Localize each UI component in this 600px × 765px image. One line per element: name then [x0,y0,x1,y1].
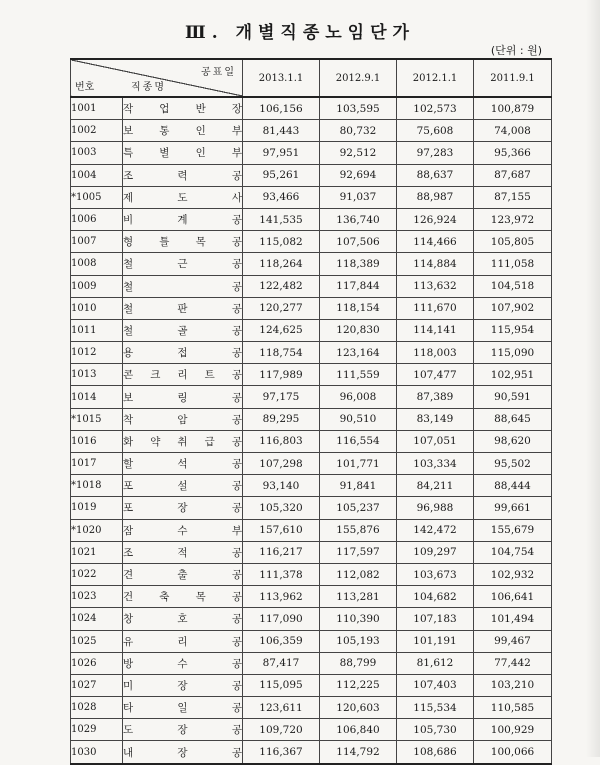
table-row [71,652,552,674]
job-code-cell: 1013 [71,364,123,386]
job-name-cell [123,608,243,630]
header-announce-date-label: 공표일 [201,67,236,78]
job-code-cell: *1005 [71,186,123,208]
job-code-cell: 1030 [71,741,123,764]
wage-value-cell: 104,754 [474,541,552,563]
header-date-3: 2012.1.1 [397,59,474,97]
page-title: Ⅲ. 개별직종노임단가 [185,23,415,43]
wage-value-cell: 107,506 [320,231,397,253]
wage-value-cell: 142,472 [397,519,474,541]
wage-value-cell: 77,442 [474,652,552,674]
job-name: 건 축 목 공 [123,591,242,604]
job-name-cell [123,630,243,652]
job-name: 방 수 공 [123,657,242,670]
job-name-cell [123,563,243,585]
wage-value-cell: 111,058 [474,253,552,275]
wage-value-cell: 117,090 [243,608,320,630]
wage-value-cell: 101,191 [397,630,474,652]
table-row [71,497,552,519]
job-name-cell [123,231,243,253]
job-name-cell [123,297,243,319]
job-name: 도 장 공 [123,724,242,737]
wage-value-cell: 110,585 [474,697,552,719]
wage-value-cell: 106,156 [243,97,320,120]
wage-value-cell: 120,830 [320,319,397,341]
job-name: 유 리 공 [123,635,242,648]
wage-value-cell: 89,295 [243,408,320,430]
table-row [71,319,552,341]
wage-value-cell: 111,559 [320,364,397,386]
job-name: 철 공 [123,280,242,293]
table-row [71,364,552,386]
wage-value-cell: 91,037 [320,186,397,208]
job-name-cell [123,475,243,497]
wage-value-cell: 155,679 [474,519,552,541]
table-row [71,475,552,497]
wage-value-cell: 107,051 [397,430,474,452]
wage-value-cell: 123,611 [243,697,320,719]
job-name: 착 암 공 [123,413,242,426]
wage-value-cell: 103,673 [397,563,474,585]
wage-value-cell: 90,591 [474,386,552,408]
job-name: 작 업 반 장 [123,103,242,116]
job-name-cell [123,430,243,452]
job-code-cell: 1012 [71,342,123,364]
wage-value-cell: 117,844 [320,275,397,297]
table-row [71,97,552,120]
job-name: 철 판 공 [123,302,242,315]
table-row [71,120,552,142]
wage-value-cell: 88,987 [397,186,474,208]
wage-value-cell: 103,210 [474,674,552,696]
wage-value-cell: 116,554 [320,430,397,452]
job-code-cell: 1003 [71,142,123,164]
job-name-cell [123,652,243,674]
wage-value-cell: 97,951 [243,142,320,164]
table-row [71,297,552,319]
wage-value-cell: 74,008 [474,120,552,142]
wage-value-cell: 88,799 [320,652,397,674]
job-name: 보 링 공 [123,391,242,404]
wage-value-cell: 92,512 [320,142,397,164]
wage-value-cell: 123,972 [474,208,552,230]
job-name: 창 호 공 [123,613,242,626]
wage-value-cell: 107,298 [243,453,320,475]
job-name-cell [123,364,243,386]
job-code-cell: 1028 [71,697,123,719]
job-name-cell [123,142,243,164]
wage-value-cell: 115,090 [474,342,552,364]
wage-value-cell: 81,612 [397,652,474,674]
wage-value-cell: 115,954 [474,319,552,341]
job-code-cell: 1027 [71,674,123,696]
job-name: 타 일 공 [123,702,242,715]
wage-value-cell: 104,518 [474,275,552,297]
wage-value-cell: 100,066 [474,741,552,764]
wage-value-cell: 123,164 [320,342,397,364]
job-name: 포 장 공 [123,502,242,515]
wage-value-cell: 88,645 [474,408,552,430]
table-row [71,453,552,475]
wage-value-cell: 93,140 [243,475,320,497]
job-name-cell [123,408,243,430]
unit-note: (단위 : 원) [490,44,542,57]
wage-value-cell: 96,008 [320,386,397,408]
wage-value-cell: 113,281 [320,586,397,608]
job-code-cell: 1010 [71,297,123,319]
job-name: 보 통 인 부 [123,125,242,138]
job-name-cell [123,519,243,541]
job-name: 제 도 사 [123,191,242,204]
job-code-cell: 1014 [71,386,123,408]
table-row [71,430,552,452]
wage-value-cell: 108,686 [397,741,474,764]
wage-value-cell: 107,902 [474,297,552,319]
wage-value-cell: 114,792 [320,741,397,764]
job-name-cell [123,186,243,208]
job-name-cell [123,541,243,563]
wage-value-cell: 101,771 [320,453,397,475]
wage-value-cell: 109,720 [243,719,320,741]
job-name-cell [123,120,243,142]
table-row [71,386,552,408]
wage-value-cell: 88,444 [474,475,552,497]
wage-value-cell: 111,378 [243,563,320,585]
wage-table [70,58,552,765]
job-name: 견 출 공 [123,569,242,582]
job-name: 조 력 공 [123,169,242,182]
wage-value-cell: 114,884 [397,253,474,275]
wage-value-cell: 157,610 [243,519,320,541]
job-name-cell [123,453,243,475]
header-code-label: 번호 [75,82,95,93]
wage-value-cell: 111,670 [397,297,474,319]
wage-value-cell: 126,924 [397,208,474,230]
wage-value-cell: 115,534 [397,697,474,719]
table-row [71,186,552,208]
wage-value-cell: 91,841 [320,475,397,497]
wage-value-cell: 116,803 [243,430,320,452]
job-name: 철 근 공 [123,258,242,271]
wage-value-cell: 103,334 [397,453,474,475]
job-name: 내 장 공 [123,746,242,759]
job-name-cell [123,319,243,341]
wage-value-cell: 112,082 [320,563,397,585]
wage-value-cell: 155,876 [320,519,397,541]
wage-value-cell: 96,988 [397,497,474,519]
job-code-cell: *1020 [71,519,123,541]
wage-value-cell: 110,390 [320,608,397,630]
wage-value-cell: 103,595 [320,97,397,120]
wage-value-cell: 101,494 [474,608,552,630]
job-name-cell [123,497,243,519]
job-code-cell: 1023 [71,586,123,608]
wage-value-cell: 99,661 [474,497,552,519]
wage-value-cell: 105,805 [474,231,552,253]
job-name-cell [123,253,243,275]
wage-value-cell: 81,443 [243,120,320,142]
table-row [71,253,552,275]
wage-value-cell: 141,535 [243,208,320,230]
job-code-cell: 1007 [71,231,123,253]
job-name-cell [123,719,243,741]
wage-value-cell: 95,366 [474,142,552,164]
wage-value-cell: 98,620 [474,430,552,452]
wage-value-cell: 120,603 [320,697,397,719]
wage-value-cell: 90,510 [320,408,397,430]
wage-value-cell: 122,482 [243,275,320,297]
job-name: 미 장 공 [123,679,242,692]
job-name-cell [123,386,243,408]
job-name: 할 석 공 [123,458,242,471]
wage-value-cell: 87,687 [474,164,552,186]
job-name: 잠 수 부 [123,524,242,537]
table-row [71,342,552,364]
job-code-cell: *1015 [71,408,123,430]
wage-value-cell: 113,632 [397,275,474,297]
wage-value-cell: 115,095 [243,674,320,696]
job-name-cell [123,674,243,696]
wage-value-cell: 113,962 [243,586,320,608]
wage-value-cell: 117,989 [243,364,320,386]
wage-value-cell: 84,211 [397,475,474,497]
scan-edge-shadow [586,0,600,757]
job-name: 용 접 공 [123,347,242,360]
job-name-cell [123,586,243,608]
job-code-cell: 1006 [71,208,123,230]
table-row [71,608,552,630]
job-name: 철 골 공 [123,324,242,337]
table-row [71,519,552,541]
wage-value-cell: 95,261 [243,164,320,186]
job-code-cell: 1008 [71,253,123,275]
wage-value-cell: 107,183 [397,608,474,630]
wage-value-cell: 114,141 [397,319,474,341]
job-name-cell [123,97,243,120]
table-row [71,408,552,430]
job-code-cell: 1029 [71,719,123,741]
table-row [71,630,552,652]
wage-value-cell: 107,477 [397,364,474,386]
wage-value-cell: 105,320 [243,497,320,519]
job-code-cell: 1016 [71,430,123,452]
header-corner-cell [71,59,243,97]
wage-value-cell: 93,466 [243,186,320,208]
table-row [71,208,552,230]
table-header [71,59,552,97]
job-name: 화 약 취 급 공 [123,435,242,448]
job-code-cell: 1025 [71,630,123,652]
job-code-cell: 1002 [71,120,123,142]
wage-value-cell: 80,732 [320,120,397,142]
wage-value-cell: 97,283 [397,142,474,164]
table-row [71,541,552,563]
wage-value-cell: 105,193 [320,630,397,652]
wage-value-cell: 92,694 [320,164,397,186]
job-name-cell [123,275,243,297]
wage-value-cell: 100,879 [474,97,552,120]
table-row [71,275,552,297]
wage-value-cell: 105,730 [397,719,474,741]
wage-value-cell: 102,932 [474,563,552,585]
table-row [71,741,552,764]
job-name: 형 틀 목 공 [123,236,242,249]
wage-value-cell: 109,297 [397,541,474,563]
table-row [71,142,552,164]
wage-value-cell: 118,389 [320,253,397,275]
job-code-cell: 1001 [71,97,123,120]
wage-value-cell: 112,225 [320,674,397,696]
job-name-cell [123,342,243,364]
header-job-label: 직종명 [131,82,166,93]
wage-value-cell: 117,597 [320,541,397,563]
wage-value-cell: 118,754 [243,342,320,364]
table-row [71,697,552,719]
job-name: 콘 크 리 트 공 [123,369,242,382]
table-row [71,563,552,585]
wage-value-cell: 75,608 [397,120,474,142]
job-code-cell: *1018 [71,475,123,497]
job-code-cell: 1019 [71,497,123,519]
job-code-cell: 1026 [71,652,123,674]
job-name-cell [123,697,243,719]
job-code-cell: 1024 [71,608,123,630]
wage-value-cell: 114,466 [397,231,474,253]
table-row [71,231,552,253]
table-row [71,674,552,696]
table-row [71,164,552,186]
wage-value-cell: 100,929 [474,719,552,741]
job-code-cell: 1004 [71,164,123,186]
wage-value-cell: 102,573 [397,97,474,120]
job-name: 비 계 공 [123,214,242,227]
wage-value-cell: 116,217 [243,541,320,563]
job-code-cell: 1017 [71,453,123,475]
wage-value-cell: 83,149 [397,408,474,430]
wage-value-cell: 87,155 [474,186,552,208]
table-row [71,719,552,741]
wage-value-cell: 102,951 [474,364,552,386]
wage-value-cell: 124,625 [243,319,320,341]
job-name: 조 적 공 [123,546,242,559]
wage-value-cell: 87,417 [243,652,320,674]
wage-value-cell: 99,467 [474,630,552,652]
wage-value-cell: 95,502 [474,453,552,475]
job-code-cell: 1021 [71,541,123,563]
wage-value-cell: 118,154 [320,297,397,319]
wage-value-cell: 115,082 [243,231,320,253]
wage-value-cell: 116,367 [243,741,320,764]
wage-value-cell: 107,403 [397,674,474,696]
job-name-cell [123,741,243,764]
job-code-cell: 1011 [71,319,123,341]
header-date-4: 2011.9.1 [474,59,552,97]
job-name: 특 별 인 부 [123,147,242,160]
job-name: 포 설 공 [123,480,242,493]
wage-value-cell: 118,264 [243,253,320,275]
job-name-cell [123,208,243,230]
job-name-cell [123,164,243,186]
job-code-cell: 1022 [71,563,123,585]
wage-value-cell: 106,359 [243,630,320,652]
wage-value-cell: 104,682 [397,586,474,608]
header-date-1: 2013.1.1 [243,59,320,97]
wage-value-cell: 118,003 [397,342,474,364]
wage-value-cell: 120,277 [243,297,320,319]
job-code-cell: 1009 [71,275,123,297]
wage-value-cell: 136,740 [320,208,397,230]
wage-value-cell: 88,637 [397,164,474,186]
wage-value-cell: 106,840 [320,719,397,741]
wage-value-cell: 87,389 [397,386,474,408]
header-date-2: 2012.9.1 [320,59,397,97]
table-body [71,97,552,764]
wage-value-cell: 97,175 [243,386,320,408]
wage-value-cell: 106,641 [474,586,552,608]
table-row [71,586,552,608]
wage-value-cell: 105,237 [320,497,397,519]
